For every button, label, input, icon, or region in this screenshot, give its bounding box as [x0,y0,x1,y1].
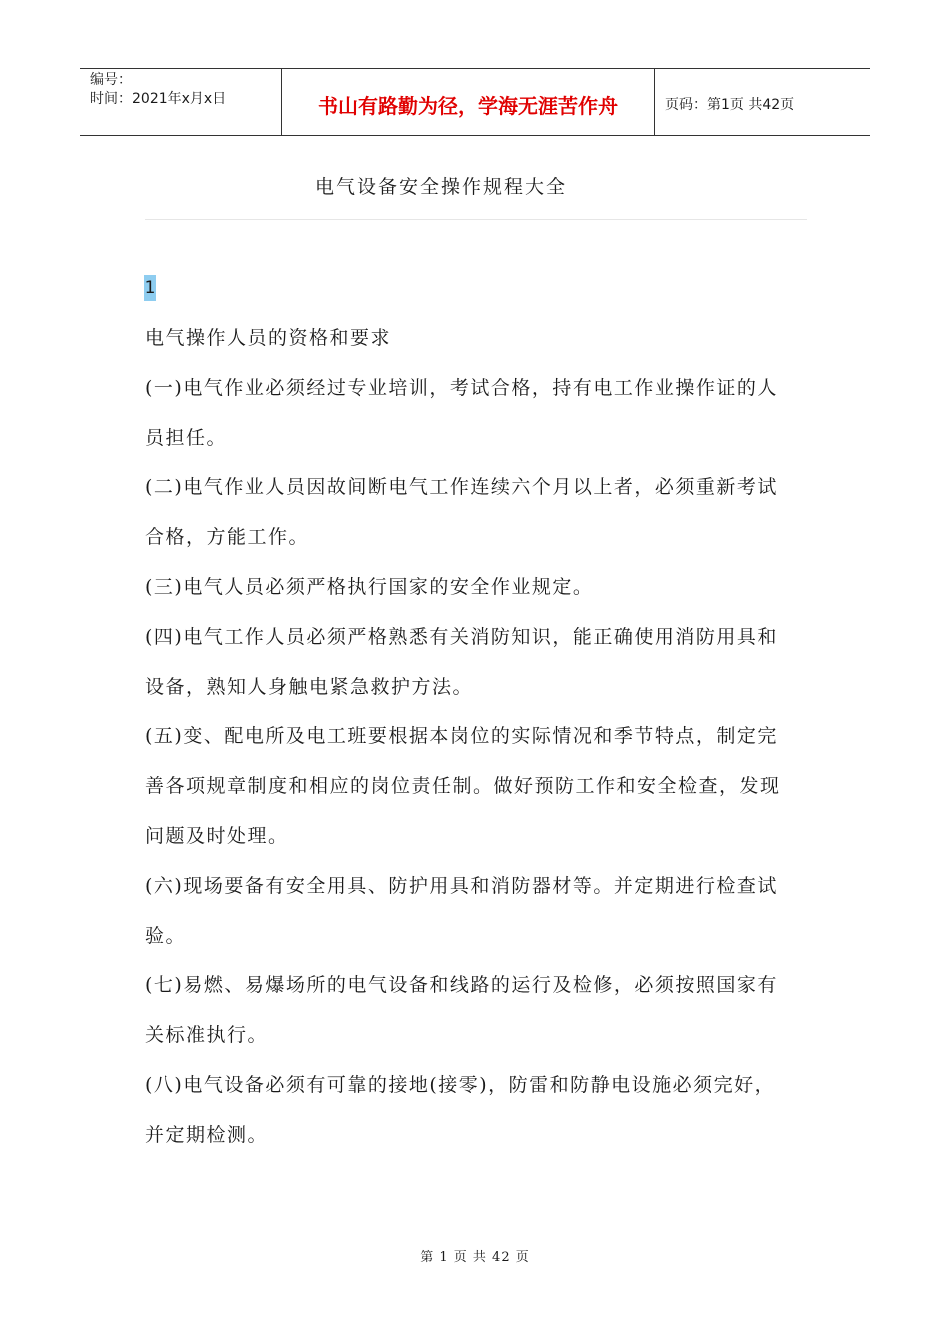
paragraph: (六)现场要备有安全用具、防护用具和消防器材等。并定期进行检查试验。 [145,874,778,947]
paragraph: (二)电气作业人员因故间断电气工作连续六个月以上者，必须重新考试合格，方能工作。 [145,476,778,549]
paragraph: (八)电气设备必须有可靠的接地(接零)，防雷和防静电设施必须完好，并定期检测。 [145,1073,776,1146]
section-number-marker[interactable]: 1 [144,275,156,301]
header-meta [80,69,282,135]
header-motto: 书山有路勤为径，学海无涯苦作舟 [282,69,655,135]
document-date-label: 时间：2021年x月x日 [90,91,227,107]
title-divider [145,219,807,220]
paragraph: (一)电气作业必须经过专业培训，考试合格，持有电工作业操作证的人员担任。 [145,376,778,449]
page-header [80,68,870,136]
paragraph: (七)易燃、易爆场所的电气设备和线路的运行及检修，必须按照国家有关标准执行。 [145,974,778,1047]
section-heading: 电气操作人员的资格和要求 [145,327,392,349]
header-page-info: 页码：第1页 共42页 [665,97,795,113]
document-number-label: 编号： [90,72,132,88]
paragraph: (三)电气人员必须严格执行国家的安全作业规定。 [145,575,594,598]
document-title: 电气设备安全操作规程大全 [314,176,567,198]
paragraph: (四)电气工作人员必须严格熟悉有关消防知识，能正确使用消防用具和设备，熟知人身触电紧急救护方法。 [145,625,778,698]
paragraph: (五)变、配电所及电工班要根据本岗位的实际情况和季节特点，制定完善各项规章制度和相应的岗位责任制。做好预防工作和安全检查，发现问题及时处理。 [145,725,781,847]
page-footer: 第 1 页 共 42 页 [420,1250,530,1265]
document-body [145,314,795,1161]
